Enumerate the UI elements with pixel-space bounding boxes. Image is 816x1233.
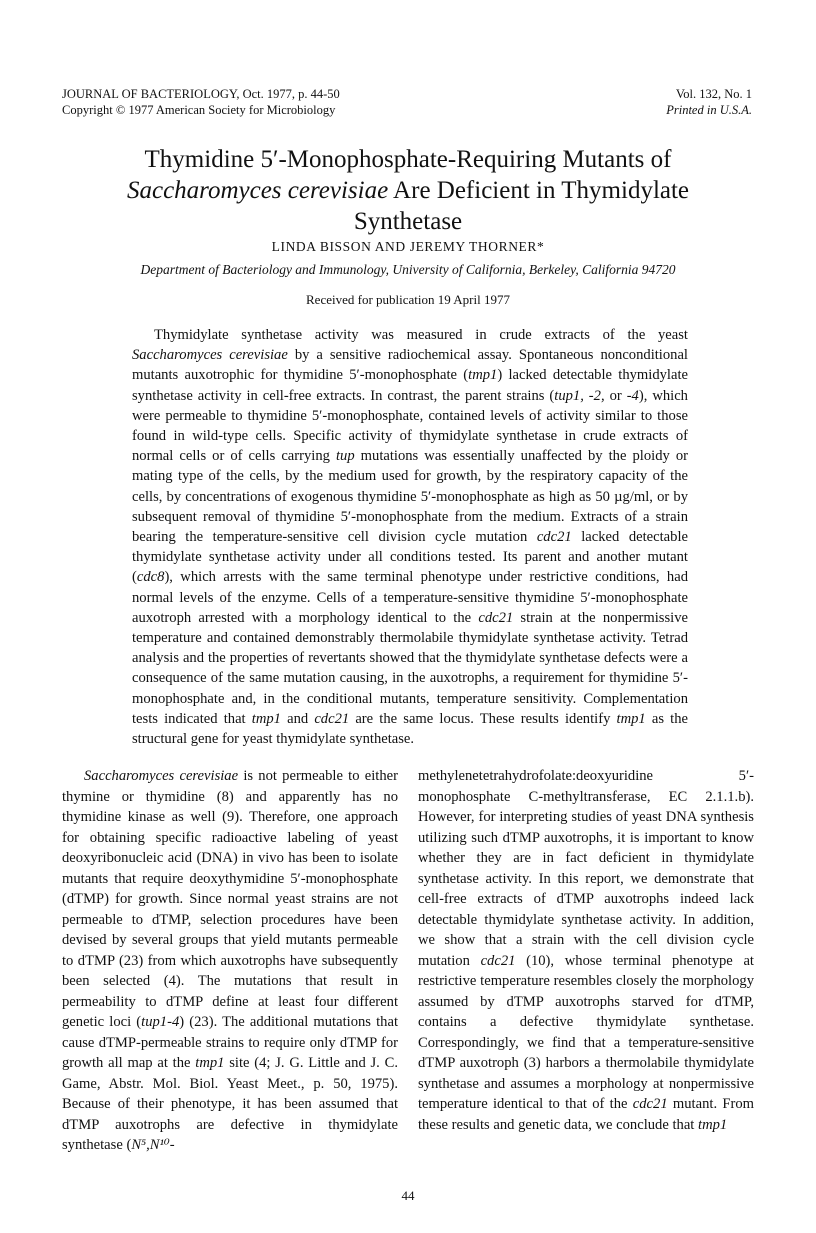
received-date: Received for publication 19 April 1977 bbox=[306, 292, 510, 307]
abstract: Thymidylate synthetase activity was measured in crude extracts of the yeast Saccharomyces cerevisiae by a sensitive radiochemical assay. Spontaneous nonconditional mutants auxotrophic for thymidine 5′-monophosphate (tmp1) lacked detectable thymidylate synthetase activity in cell-free extracts. In contrast, the parent strains (tup1, -2, or -4), which were permeable to thymidine 5′-monophosphate, contained levels of activity similar to those found in wild-type cells. Specific activity of thymidylate synthetase in crude extracts of normal cells or of cells carrying tup mutations was essentially unaffected by the ploidy or mating type of the cells, by the medium used for growth, by the respiratory capacity of the cells, by concentrations of exogenous thymidine 5′-monophosphate as high as 50 µg/ml, or by subsequent removal of thymidine 5′-monophosphate from the medium. Extracts of a strain bearing the temperature-sensitive cell division cycle mutation cdc21 lacked detectable thymidylate synthetase activity under all conditions tested. Its parent and another mutant (cdc8), which arrests with the same terminal phenotype under restrictive conditions, had normal levels of the enzyme. Cells of a temperature-sensitive thymidine 5′-monophosphate auxotroph arrested with a morphology identical to the cdc21 strain at the nonpermissive temperature and contained demonstrably thermolabile thymidylate synthetase activity. Tetrad analysis and the properties of revertants showed that the thymidylate synthetase defects were a consequence of the same mutation causing, in the auxotrophs, a requirement for thymidine 5′-monophosphate and, in the conditional mutants, temperature sensitivity. Complementation tests indicated that tmp1 and cdc21 are the same locus. These results identify tmp1 as the structural gene for yeast thymidylate synthetase. bbox=[132, 327, 688, 748]
title-line-3: Synthetase bbox=[353, 208, 463, 235]
title-line-1: Thymidine 5′-Monophosphate-Requiring Mutants of bbox=[144, 146, 672, 173]
journal-citation: JOURNAL OF BACTERIOLOGY, Oct. 1977, p. 44-50 bbox=[62, 87, 340, 101]
author-list: LINDA BISSON AND JEREMY THORNER* bbox=[271, 239, 545, 254]
title-line-2 bbox=[60, 175, 756, 206]
title-line-2-rest: Are Deficient in Thymidylate bbox=[388, 177, 690, 204]
volume-number: Vol. 132, No. 1 bbox=[675, 87, 752, 101]
copyright-notice: Copyright © 1977 American Society for Microbiology bbox=[62, 103, 336, 117]
title-species: Saccharomyces cerevisiae bbox=[126, 177, 389, 204]
body-column-left: Saccharomyces cerevisiae is not permeable to either thymine or thymidine (8) and apparently has no thymidine kinase as well (9). Therefore, one approach for obtaining specific radioactive labeling of yeast deoxyribonucleic acid (DNA) in vivo has been to isolate mutants that require deoxythymidine 5′-monophosphate (dTMP) for growth. Since normal yeast strains are not permeable to dTMP, selection procedures have been devised by several groups that yield mutants permeable to dTMP (23) from which auxotrophs have subsequently been selected (4). The mutations that result in permeability to dTMP define at least four different genetic loci (tup1-4) (23). The additional mutations that cause dTMP-permeable strains to require only dTMP for growth all map at the tmp1 site (4; J. G. Little and J. C. Game, Abstr. Mol. Biol. Yeast Meet., p. 50, 1975). Because of their phenotype, it has been assumed that dTMP auxotrophs are defective in thymidylate synthetase (N⁵,N¹⁰- bbox=[62, 768, 398, 1153]
running-header-left bbox=[62, 86, 340, 118]
page-number: 44 bbox=[401, 1188, 415, 1203]
printed-in: Printed in U.S.A. bbox=[666, 103, 752, 117]
running-header-right bbox=[666, 86, 752, 118]
article-title bbox=[60, 144, 756, 237]
body-column-right: methylenetetrahydrofolate:deoxyuridine 5′-monophosphate C-methyltransferase, EC 2.1.1.b). However, for interpreting studies of yeast DNA synthesis utilizing such dTMP auxotrophs, it is important to know whether they are in fact deficient in thymidylate synthetase activity. In this report, we demonstrate that cell-free extracts of dTMP auxotrophs indeed lack detectable thymidylate synthetase activity. In addition, we show that a strain with the cell division cycle mutation cdc21 (10), whose terminal phenotype at restrictive temperature resembles closely the morphology assumed by dTMP auxotrophs starved for dTMP, contains a defective thymidylate synthetase. Correspondingly, we find that a temperature-sensitive dTMP auxotroph (3) harbors a thermolabile thymidylate synthetase and assumes a morphology at nonpermissive temperature identical to that of the cdc21 mutant. From these results and genetic data, we conclude that tmp1 bbox=[418, 768, 754, 1133]
affiliation: Department of Bacteriology and Immunology, University of California, Berkeley, California 94720 bbox=[140, 262, 676, 277]
